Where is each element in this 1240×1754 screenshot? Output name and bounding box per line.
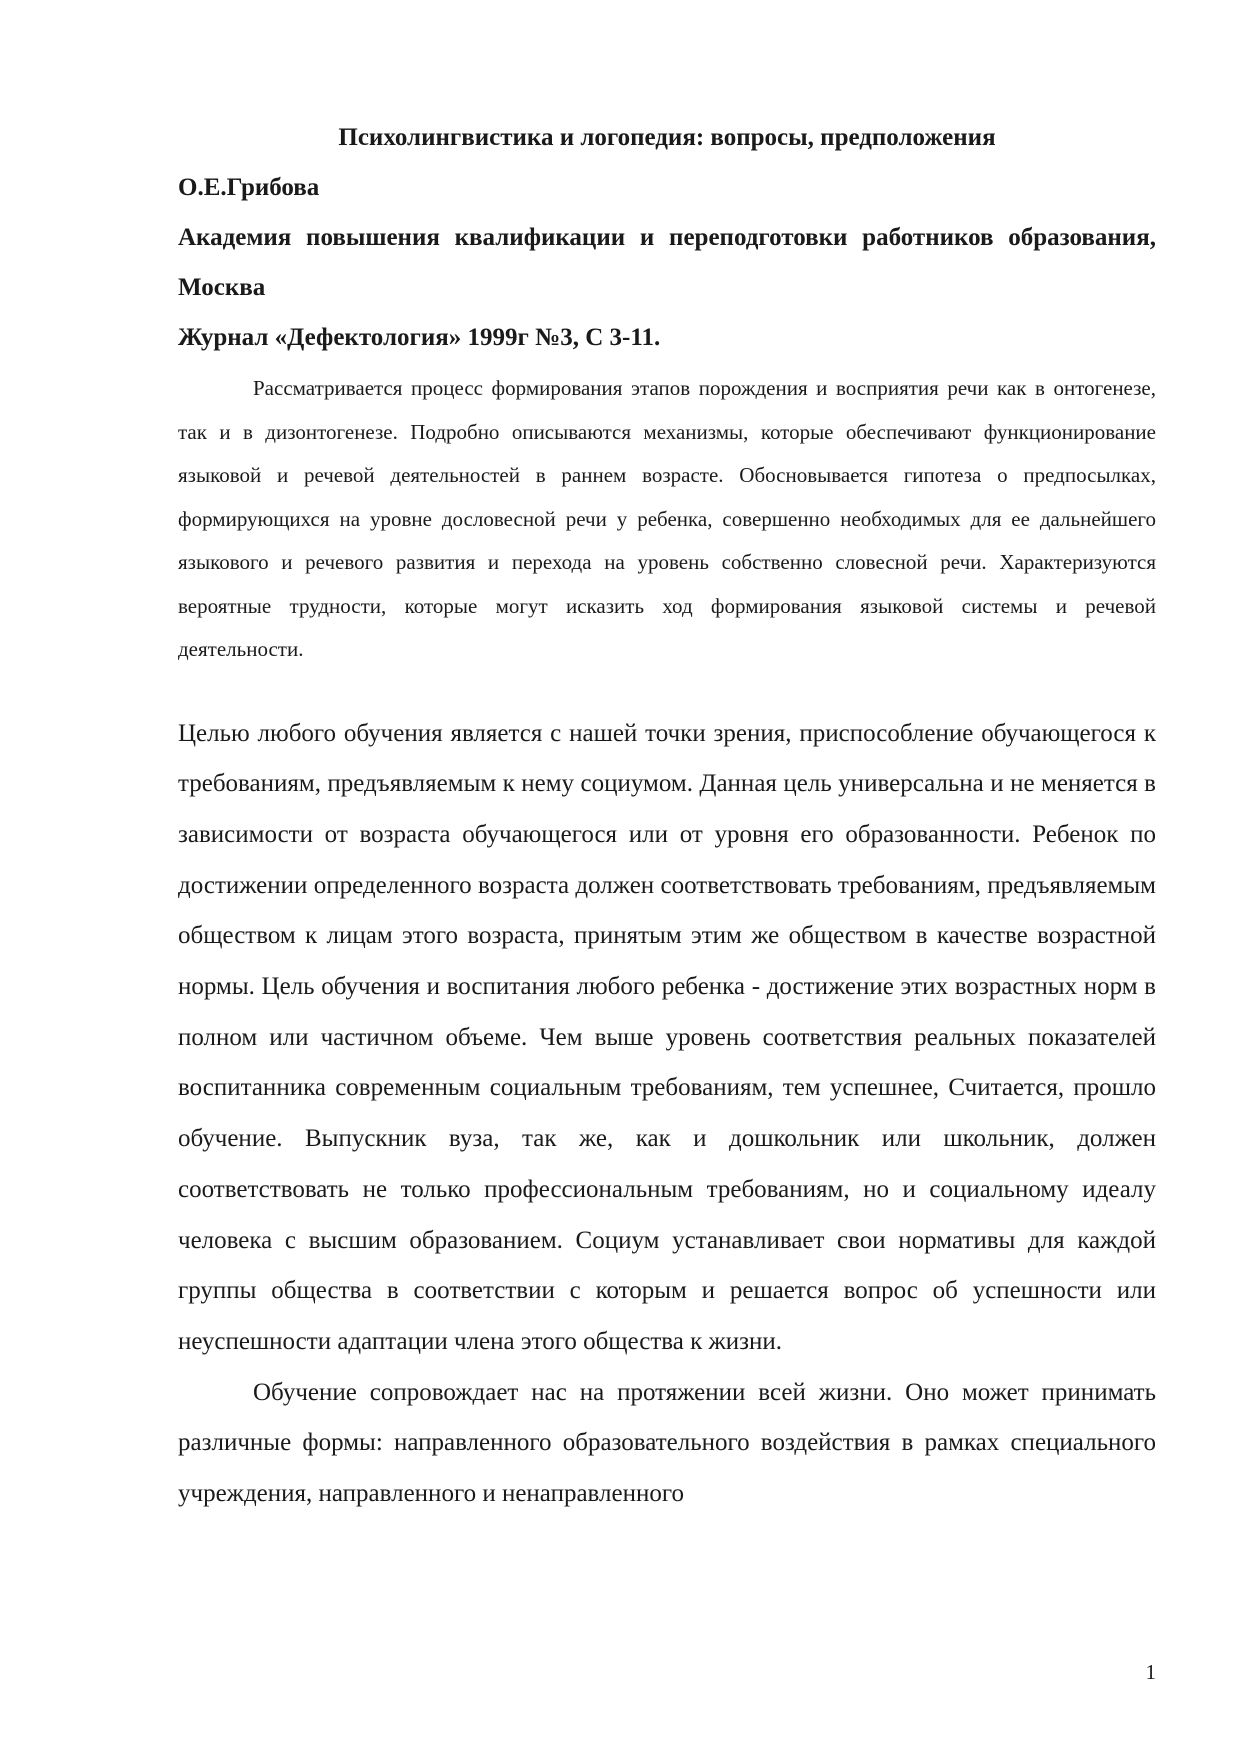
page-number: 1 [1145,1660,1156,1684]
journal-reference: Журнал «Дефектология» 1999г №3, С 3-11. [178,324,661,351]
section-gap [178,672,1156,709]
document-title: Психолингвистика и логопедия: вопросы, предположения [338,124,996,151]
body-paragraph-1: Целью любого обучения является с нашей точки зрения, приспособление обучающегося к требованиям, предъявляемым к нему социумом. Данная цель универсальна и не меняется в зависимости от возраста обучающегося или от уровня его образованности. Ребенок по достижении определенного возраста должен соответствовать требованиям, предъявляемым обществом к лицам этого возраста, принятым этим же обществом в качестве возрастной нормы. Цель обучения и воспитания любого ребенка - достижение этих возрастных норм в полном или частичном объеме. Чем выше уровень соответствия реальных показателей воспитанника современным социальным требованиям, тем успешнее, Считается, прошло обучение. Выпускник вуза, так же, как и дошкольник или школьник, должен соответствовать не только профессиональным требованиям, но и социальному идеалу человека с высшим образованием. Социум устанавливает свои нормативы для каждой группы общества в соответствии с которым и решается вопрос об успешности или неуспешности адаптации члена этого общества к жизни. [178,719,1156,1355]
abstract-paragraph: Рассматривается процесс формирования этапов порождения и восприятия речи как в онтогенезе, так и в дизонтогенезе. Подробно описываются механизмы, которые обеспечивают функционирование языковой и речевой деятельностей в раннем возрасте. Обосновывается гипотеза о предпосылках, формирующихся на уровне дословесной речи у ребенка, совершенно необходимых для ее дальнейшего языкового и речевого развития и перехода на уровень собственно словесной речи. Характеризуются вероятные трудности, которые могут исказить ход формирования языковой системы и речевой деятельности. [178,376,1156,661]
author-affiliation: Академия повышения квалификации и переподготовки работников образования, Москва [178,224,1156,301]
body-paragraph-2: Обучение сопровождает нас на протяжении всей жизни. Оно может принимать различные формы: направленного образовательного воздействия в рамках специального учреждения, направленного и ненаправленного [178,1378,1156,1508]
author-name: О.Е.Грибова [178,174,320,201]
